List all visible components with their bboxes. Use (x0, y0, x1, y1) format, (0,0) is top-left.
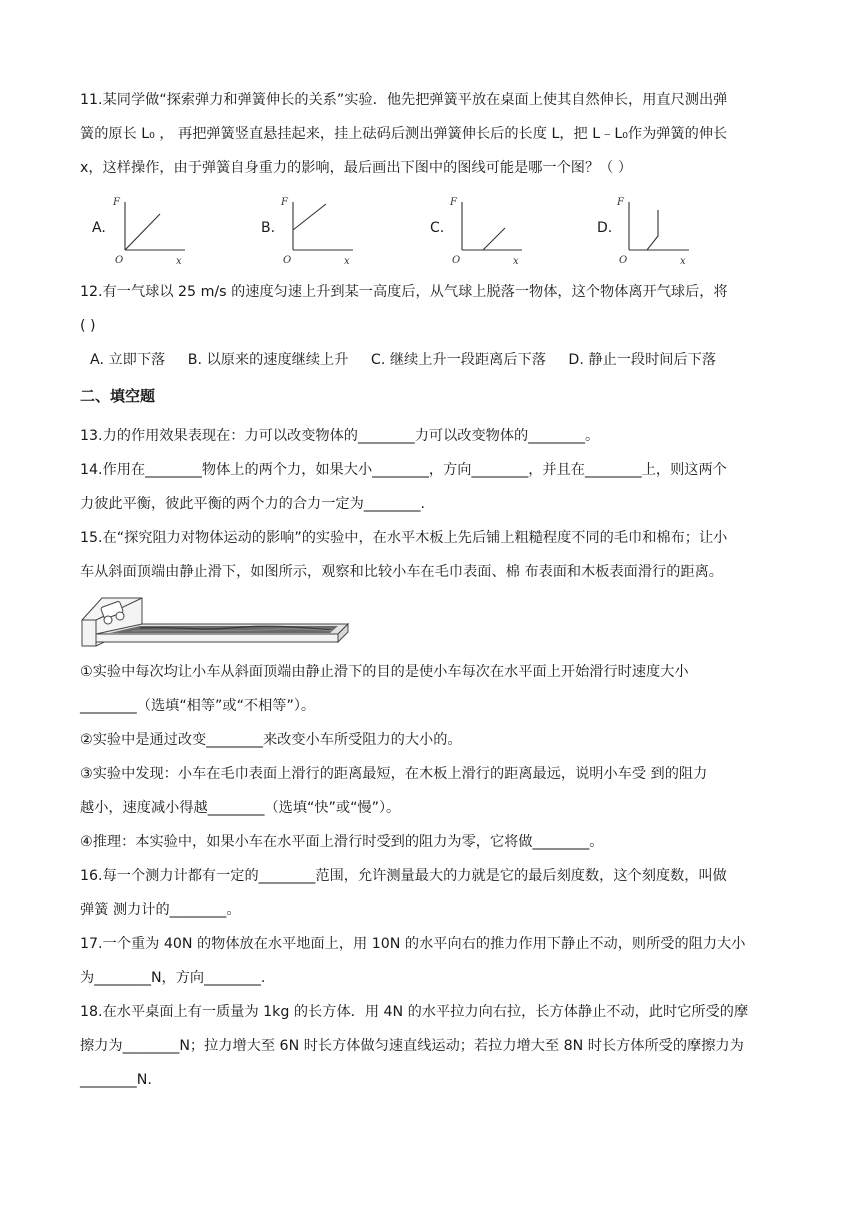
q15-line-1: 15.在“探究阻力对物体运动的影响”的实验中，在水平木板上先后铺上粗糙程度不同的毛巾和棉布；让小 (80, 530, 728, 546)
q11-graph-c-y-label: F (450, 197, 457, 208)
q17-line-1: 17.一个重为 40N 的物体放在水平地面上，用 10N 的水平向右的推力作用下静止不动，则所受的阻力大小 (80, 936, 746, 952)
q11-line-3: x，这样操作，由于弹簧自身重力的影响，最后画出下图中的图线可能是哪一个图？（ ） (80, 160, 633, 176)
q11-graph-b-x-label: x (344, 256, 350, 267)
q11-graph-b-origin: O (283, 255, 292, 266)
q11-graph-d-y-label: F (617, 197, 624, 208)
q11-graph-a-y-label: F (113, 197, 120, 208)
q18-line-2: 擦力为________N；拉力增大至 6N 时长方体做匀速直线运动；若拉力增大至 8N 时长方体所受的摩擦力为 (80, 1038, 744, 1054)
q17-line-2: 为________N，方向________. (80, 970, 266, 986)
q12-choice-b: B. 以原来的速度继续上升 (187, 352, 349, 368)
q14-line-2: 力彼此平衡，彼此平衡的两个力的合力一定为________. (80, 496, 426, 512)
section-heading: 二、填空题 (80, 387, 156, 405)
q12-line-2: ( ) (80, 318, 96, 334)
q14-line-1: 14.作用在________物体上的两个力，如果大小________，方向________，并且在________上，则这两个 (80, 462, 727, 478)
q11-graph-a (110, 192, 230, 268)
q16-line-2: 弹簧 测力计的________。 (80, 902, 241, 918)
q12-choice-c: C. 继续上升一段距离后下落 (370, 352, 546, 368)
q11-option-c-label: C. (430, 220, 445, 236)
q12-choice-a: A. 立即下落 (90, 352, 166, 368)
q11-graph-a-origin: O (115, 255, 124, 266)
q11-graph-b (278, 192, 398, 268)
q15-step-2: ②实验中是通过改变________来改变小车所受阻力的大小的。 (80, 732, 462, 748)
q12-choice-d: D. 静止一段时间后下落 (568, 352, 717, 368)
q11-graph-c (447, 192, 567, 268)
q11-graph-c-origin: O (452, 255, 461, 266)
q11-graph-c-x-label: x (513, 256, 519, 267)
q18-line-3: ________N. (80, 1072, 152, 1088)
q11-graph-d (614, 192, 734, 268)
q11-graph-b-y-label: F (281, 197, 288, 208)
q11-option-d-label: D. (597, 220, 613, 236)
q11-graph-d-origin: O (619, 255, 628, 266)
q15-step-4: ④推理：本实验中，如果小车在水平面上滑行时受到的阻力为零，它将做________。 (80, 834, 604, 850)
q15-line-2: 车从斜面顶端由静止滑下，如图所示，观察和比较小车在毛巾表面、棉 布表面和木板表面滑行的距离。 (80, 564, 723, 580)
q12-choices (90, 350, 734, 370)
q12-line-1: 12.有一气球以 25 m/s 的速度匀速上升到某一高度后，从气球上脱落一物体，这个物体离开气球后，将 (80, 284, 728, 300)
q18-line-1: 18.在水平桌面上有一质量为 1kg 的长方体．用 4N 的水平拉力向右拉，长方体静止不动，此时它所受的摩 (80, 1004, 749, 1020)
q11-line-1: 11.某同学做“探索弹力和弹簧伸长的关系”实验．他先把弹簧平放在桌面上使其自然伸长，用直尺测出弹 (80, 92, 728, 108)
q15-step-3-line-1: ③实验中发现：小车在毛巾表面上滑行的距离最短，在木板上滑行的距离最远，说明小车受 到的阻力 (80, 766, 708, 782)
q15-step-3-line-2: 越小，速度减小得越________（选填“快”或“慢”）。 (80, 800, 401, 816)
q13-line-1: 13.力的作用效果表现在：力可以改变物体的________力可以改变物体的________。 (80, 428, 600, 444)
q11-graph-a-x-label: x (176, 256, 182, 267)
q11-line-2: 簧的原长 L₀ ， 再把弹簧竖直悬挂起来，挂上砝码后测出弹簧伸长后的长度 L，把 L﹣L₀作为弹簧的伸长 (80, 126, 728, 142)
q11-graph-d-x-label: x (680, 256, 686, 267)
q16-line-1: 16.每一个测力计都有一定的________范围，允许测量最大的力就是它的最后刻度数，这个刻度数，叫做 (80, 868, 727, 884)
q15-ramp-figure (80, 590, 350, 650)
q11-option-a-label: A. (92, 220, 106, 236)
q15-step-1-line-1: ①实验中每次均让小车从斜面顶端由静止滑下的目的是使小车每次在水平面上开始滑行时速度大小 (80, 664, 689, 680)
q11-option-b-label: B. (261, 220, 276, 236)
q15-step-1-line-2: ________（选填“相等”或“不相等”）。 (80, 698, 316, 714)
